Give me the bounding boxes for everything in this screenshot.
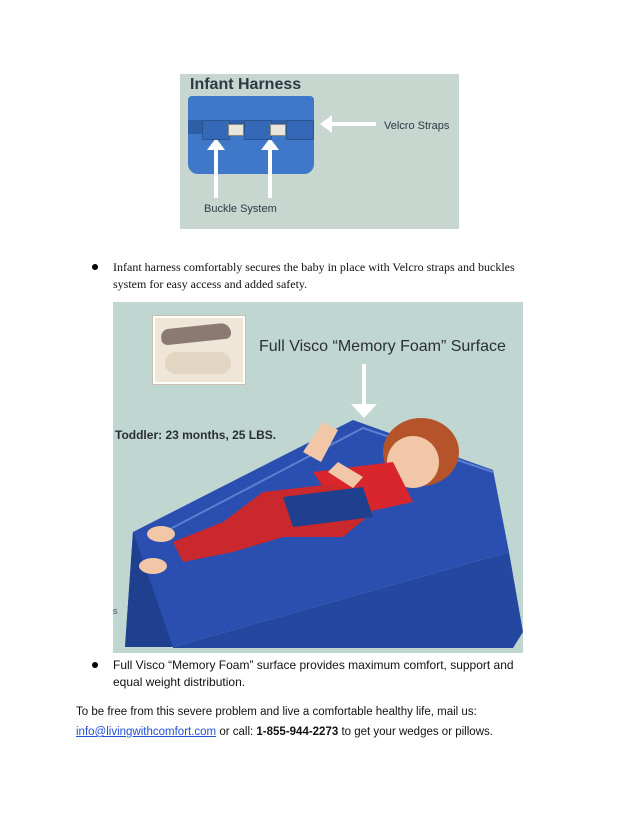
contact-paragraph	[76, 702, 596, 742]
phone-number: 1-855-944-2273	[256, 726, 339, 738]
bullet-text: Infant harness comfortably secures the baby in place with Velcro straps and buckles system for easy access and added safety.	[113, 260, 515, 291]
memory-foam-wedge-image	[113, 302, 523, 653]
infant-harness-title: Infant Harness	[190, 76, 302, 93]
stray-mark: s	[113, 606, 118, 616]
velcro-strap	[202, 120, 230, 140]
child-foot	[139, 558, 167, 574]
foam-impression	[165, 352, 231, 374]
arrow-left-icon	[320, 114, 376, 134]
or-call-text: or call:	[216, 726, 257, 738]
buckle	[228, 124, 244, 136]
bullet-icon	[92, 662, 98, 668]
bullet-item-harness	[92, 259, 542, 293]
contact-tail: to get your wedges or pillows.	[338, 726, 493, 738]
buckle-system-label: Buckle System	[204, 203, 277, 215]
velcro-strap	[286, 120, 314, 140]
contact-intro: To be free from this severe problem and live a comfortable healthy life, mail us:	[76, 706, 477, 718]
bullet-icon	[92, 264, 98, 270]
bullet-text: Full Visco “Memory Foam” surface provides maximum comfort, support and equal weight distribution.	[113, 658, 514, 689]
memory-foam-inset-photo	[153, 316, 245, 384]
child-foot	[147, 526, 175, 542]
toddler-caption: Toddler: 23 months, 25 LBS.	[115, 428, 277, 442]
memory-foam-title: Full Visco “Memory Foam” Surface	[259, 338, 506, 355]
velcro-straps-label: Velcro Straps	[384, 120, 450, 132]
buckle	[270, 124, 286, 136]
infant-harness-image	[180, 74, 459, 229]
bullet-item-memory-foam	[92, 657, 542, 691]
velcro-strap	[244, 120, 272, 140]
harness-body	[188, 96, 314, 174]
arrow-down-icon	[351, 364, 377, 420]
hand-print	[160, 322, 231, 345]
email-link[interactable]: info@livingwithcomfort.com	[76, 726, 217, 738]
